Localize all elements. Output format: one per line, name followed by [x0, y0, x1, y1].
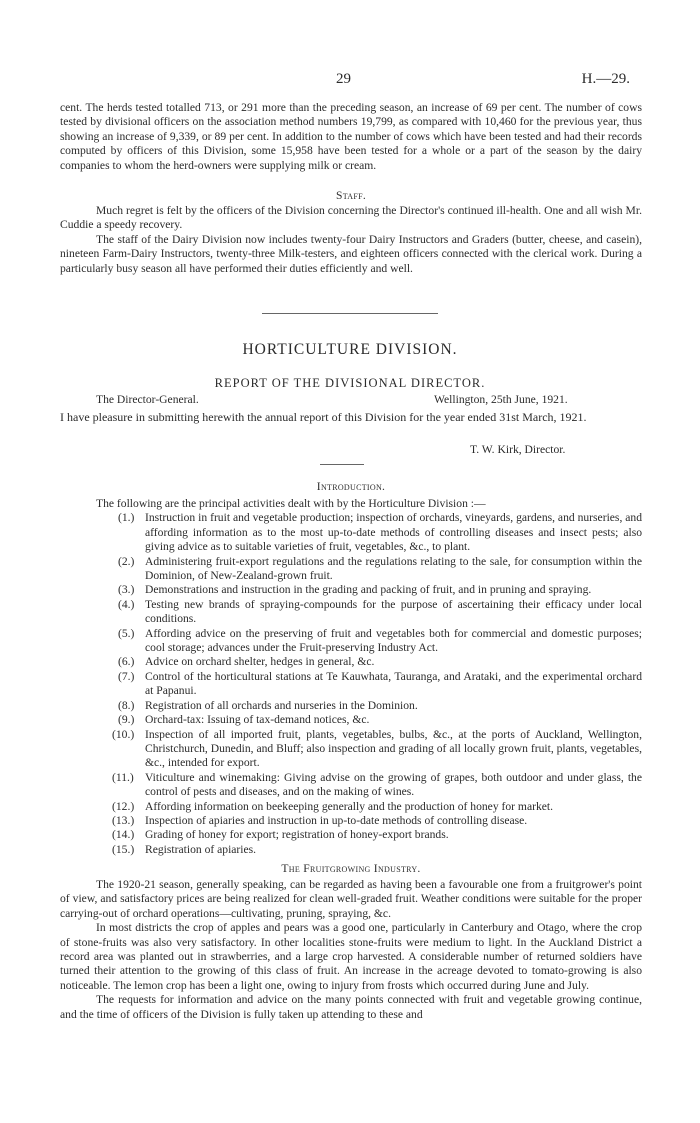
- list-item: [60, 699, 642, 713]
- list-item-text: Affording advice on the preserving of fruit and vegetables both for commercial and domestic purposes; cool storage; advances under the Fruit-preserving Industry Act.: [145, 626, 642, 655]
- list-item-text: Testing new brands of spraying-compounds for the purpose of ascertaining their efficacy under local conditions.: [145, 597, 642, 626]
- list-item-number: (14.): [112, 828, 135, 842]
- list-item: [60, 800, 642, 814]
- list-item-number: (2.): [118, 554, 135, 568]
- list-item-text: Inspection of apiaries and instruction in up-to-date methods of controlling disease.: [145, 813, 528, 827]
- list-item-text: Orchard-tax: Issuing of tax-demand notices, &c.: [145, 713, 370, 727]
- list-item-text: Viticulture and winemaking: Giving advise on the growing of grapes, both outdoor and under glass, the control of pests and diseases, and on the making of wines.: [145, 770, 642, 799]
- list-item: [60, 555, 642, 584]
- list-item-number: (5.): [118, 626, 135, 640]
- staff-paragraph-2: The staff of the Dairy Division now includes twenty-four Dairy Instructors and Graders (butter, cheese, and casein), nineteen Farm-Dairy Instructors, twenty-three Milk-testers, and eighteen officers connected with the clerical work. During a particularly busy season all have performed their duties efficiently and well.: [60, 232, 642, 275]
- staff-section: [60, 204, 642, 276]
- list-item-text: Advice on orchard shelter, hedges in general, &c.: [145, 655, 375, 669]
- place-date: Wellington, 25th June, 1921.: [434, 393, 568, 406]
- list-item-number: (15.): [112, 842, 135, 856]
- staff-paragraph-1: Much regret is felt by the officers of the Division concerning the Director's continued ill-health. One and all wish Mr. Cuddie a speedy recovery.: [60, 204, 642, 232]
- list-item: [60, 843, 642, 857]
- list-lead: The following are the principal activities dealt with by the Horticulture Division :—: [96, 497, 486, 510]
- list-item-text: Administering fruit-export regulations and the regulations relating to the sale, for consumption within the Dominion, of New-Zealand-grown fruit.: [145, 554, 642, 583]
- list-item-text: Grading of honey for export; registration of honey-export brands.: [145, 828, 449, 842]
- list-item-text: Instruction in fruit and vegetable production; inspection of orchards, vineyards, gardens, and nurseries, and affording information as to the most up-to-date methods of controlling diseases and insect pests; also giving advice as to suitable varieties of fruit, vegetables, &c., to plant.: [145, 511, 642, 554]
- addressee: The Director-General.: [96, 393, 199, 406]
- list-item: [60, 598, 642, 627]
- list-item: [60, 828, 642, 842]
- fruitgrowing-section: [60, 878, 642, 1022]
- list-item-text: Demonstrations and instruction in the grading and packing of fruit, and in pruning and spraying.: [145, 583, 592, 597]
- letter-text: I have pleasure in submitting herewith the annual report of this Division for the year ended 31st March, 1921.: [60, 410, 587, 424]
- list-item-number: (1.): [118, 511, 135, 525]
- list-item-number: (8.): [118, 698, 135, 712]
- list-item-number: (11.): [112, 770, 134, 784]
- dairy-continuation-paragraph: cent. The herds tested totalled 713, or 291 more than the preceding season, an increase of 69 per cent. The number of cows tested by divisional officers on the association method numbers 19,799, as compared with 10,460 for the previous year, thus showing an increase of 9,339, or 89 per cent. In addition to the number of cows which have been tested and had their records computed by officers of this Division, some 15,958 have been tested for a whole or a part of the season by the dairy companies to whom the herd-owners were supplying milk or cream.: [60, 101, 642, 172]
- report-title: REPORT OF THE DIVISIONAL DIRECTOR.: [214, 376, 486, 390]
- list-item-text: Registration of apiaries.: [145, 842, 257, 856]
- page-number: 29: [336, 71, 351, 87]
- list-item-number: (12.): [112, 799, 135, 813]
- section-divider: [262, 313, 438, 314]
- list-item: [60, 511, 642, 554]
- fruitgrowing-paragraph-1: The 1920-21 season, generally speaking, can be regarded as having been a favourable one from a fruitgrower's point of view, and satisfactory prices are being realized for clean well-graded fruit. Weather conditions were suitable for the proper carrying-out of orchard operations—cultivating, pruning, spraying, &c.: [60, 878, 642, 920]
- fruitgrowing-paragraph-3: The requests for information and advice on the many points connected with fruit and vegetable growing continue, and the time of officers of the Division is fully taken up attending to these and: [60, 993, 642, 1021]
- division-title: HORTICULTURE DIVISION.: [242, 341, 458, 358]
- list-item: [60, 655, 642, 669]
- staff-heading: Staff.: [335, 189, 367, 202]
- list-item: [60, 583, 642, 597]
- short-divider: [320, 464, 364, 465]
- list-item-number: (3.): [118, 583, 135, 597]
- introduction-heading: Introduction.: [316, 480, 386, 493]
- signature: T. W. Kirk, Director.: [470, 443, 566, 456]
- list-item-number: (9.): [118, 713, 135, 727]
- page-reference: H.—29.: [581, 71, 630, 87]
- list-item: [60, 814, 642, 828]
- list-item-number: (4.): [118, 597, 135, 611]
- list-item-text: Inspection of all imported fruit, plants, vegetables, bulbs, &c., at the ports of Auckland, Wellington, Christchurch, Dunedin, and Bluff; also inspection and grading of all locally grown fruit, plants, vegetables, &c., intended for export.: [145, 727, 642, 770]
- list-item: [60, 771, 642, 800]
- list-item-number: (13.): [112, 813, 135, 827]
- list-item-text: Registration of all orchards and nurseries in the Dominion.: [145, 698, 418, 712]
- list-item-number: (10.): [112, 727, 135, 741]
- list-item-number: (7.): [118, 669, 135, 683]
- list-item: [60, 627, 642, 656]
- activities-list: [60, 497, 642, 857]
- list-item: [60, 713, 642, 727]
- list-item-number: (6.): [118, 655, 135, 669]
- list-item: [60, 728, 642, 771]
- list-item-text: Control of the horticultural stations at Te Kauwhata, Tauranga, and Arataki, and the experimental orchard at Papanui.: [145, 669, 642, 698]
- list-item: [60, 670, 642, 699]
- fruitgrowing-paragraph-2: In most districts the crop of apples and pears was a good one, particularly in Canterbury and Otago, where the crop of stone-fruits was also very satisfactory. In other localities stone-fruits were medium to light. In the Auckland District a record area was planted out in strawberries, and a large crop harvested. A considerable number of returned soldiers have turned their attention to the growing of this class of fruit. An increase in the acreage devoted to tomato-growing is also noticeable. The lemon crop has been a light one, owing to injury from frosts which occurred during June and July.: [60, 921, 642, 992]
- fruitgrowing-heading: The Fruitgrowing Industry.: [281, 862, 421, 875]
- list-item-text: Affording information on beekeeping generally and the production of honey for market.: [145, 799, 554, 813]
